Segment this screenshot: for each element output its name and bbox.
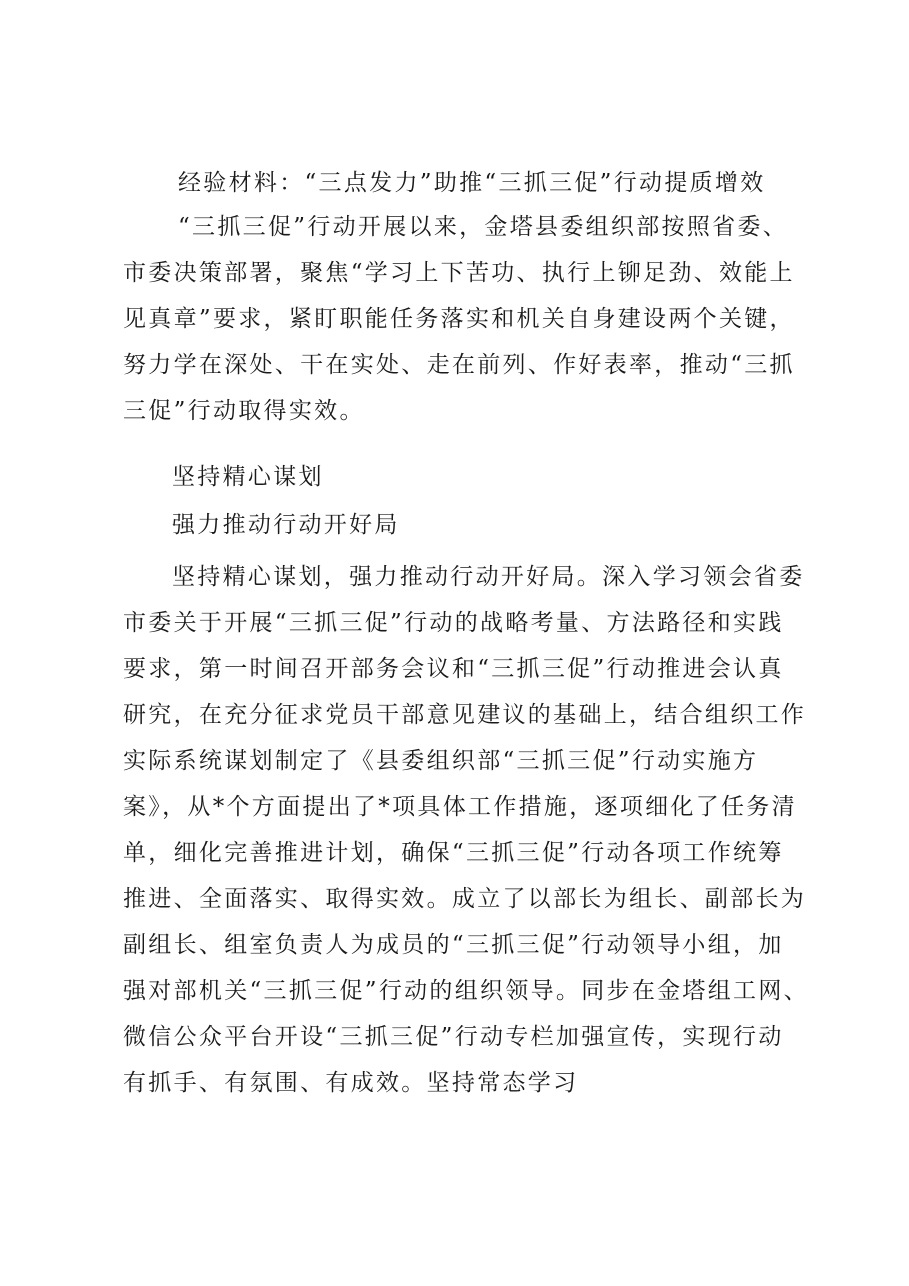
body-line: 微信公众平台开设“三抓三促”行动专栏加强宣传，实现行动 bbox=[123, 1024, 784, 1050]
body-line: 单，细化完善推进计划，确保“三抓三促”行动各项工作统筹 bbox=[123, 840, 784, 866]
document-title: 经验材料：“三点发力”助推“三抓三促”行动提质增效 bbox=[178, 170, 766, 196]
body-line: 案》，从*个方面提出了*项具体工作措施，逐项细化了任务清 bbox=[123, 794, 797, 820]
intro-line: 努力学在深处、干在实处、走在前列、作好表率，推动“三抓 bbox=[123, 352, 795, 378]
body-line: 研究，在充分征求党员干部意见建议的基础上，结合组织工作 bbox=[123, 702, 807, 728]
intro-line: 市委决策部署，聚焦“学习上下苦功、执行上铆足劲、效能上 bbox=[123, 260, 795, 286]
body-line: 实际系统谋划制定了《县委组织部“三抓三促”行动实施方 bbox=[123, 748, 759, 774]
intro-line: 见真章”要求，紧盯职能任务落实和机关自身建设两个关键， bbox=[123, 306, 795, 332]
intro-line: 三促”行动取得实效。 bbox=[123, 398, 365, 424]
intro-line: “三抓三促”行动开展以来，金塔县委组织部按照省委、 bbox=[178, 214, 789, 240]
body-line: 有抓手、有氛围、有成效。坚持常态学习 bbox=[123, 1070, 579, 1096]
body-line: 强对部机关“三抓三促”行动的组织领导。同步在金塔组工网、 bbox=[123, 978, 809, 1004]
section-heading: 坚持精心谋划 bbox=[172, 464, 324, 490]
body-line: 市委关于开展“三抓三促”行动的战略考量、方法路径和实践 bbox=[123, 610, 784, 636]
body-line: 要求，第一时间召开部务会议和“三抓三促”行动推进会认真 bbox=[123, 656, 784, 682]
body-line: 副组长、组室负责人为成员的“三抓三促”行动领导小组，加 bbox=[123, 932, 784, 958]
section-subheading: 强力推动行动开好局 bbox=[172, 512, 400, 538]
body-line: 坚持精心谋划，强力推动行动开好局。深入学习领会省委 bbox=[172, 564, 805, 590]
body-line: 推进、全面落实、取得实效。成立了以部长为组长、副部长为 bbox=[123, 886, 807, 912]
